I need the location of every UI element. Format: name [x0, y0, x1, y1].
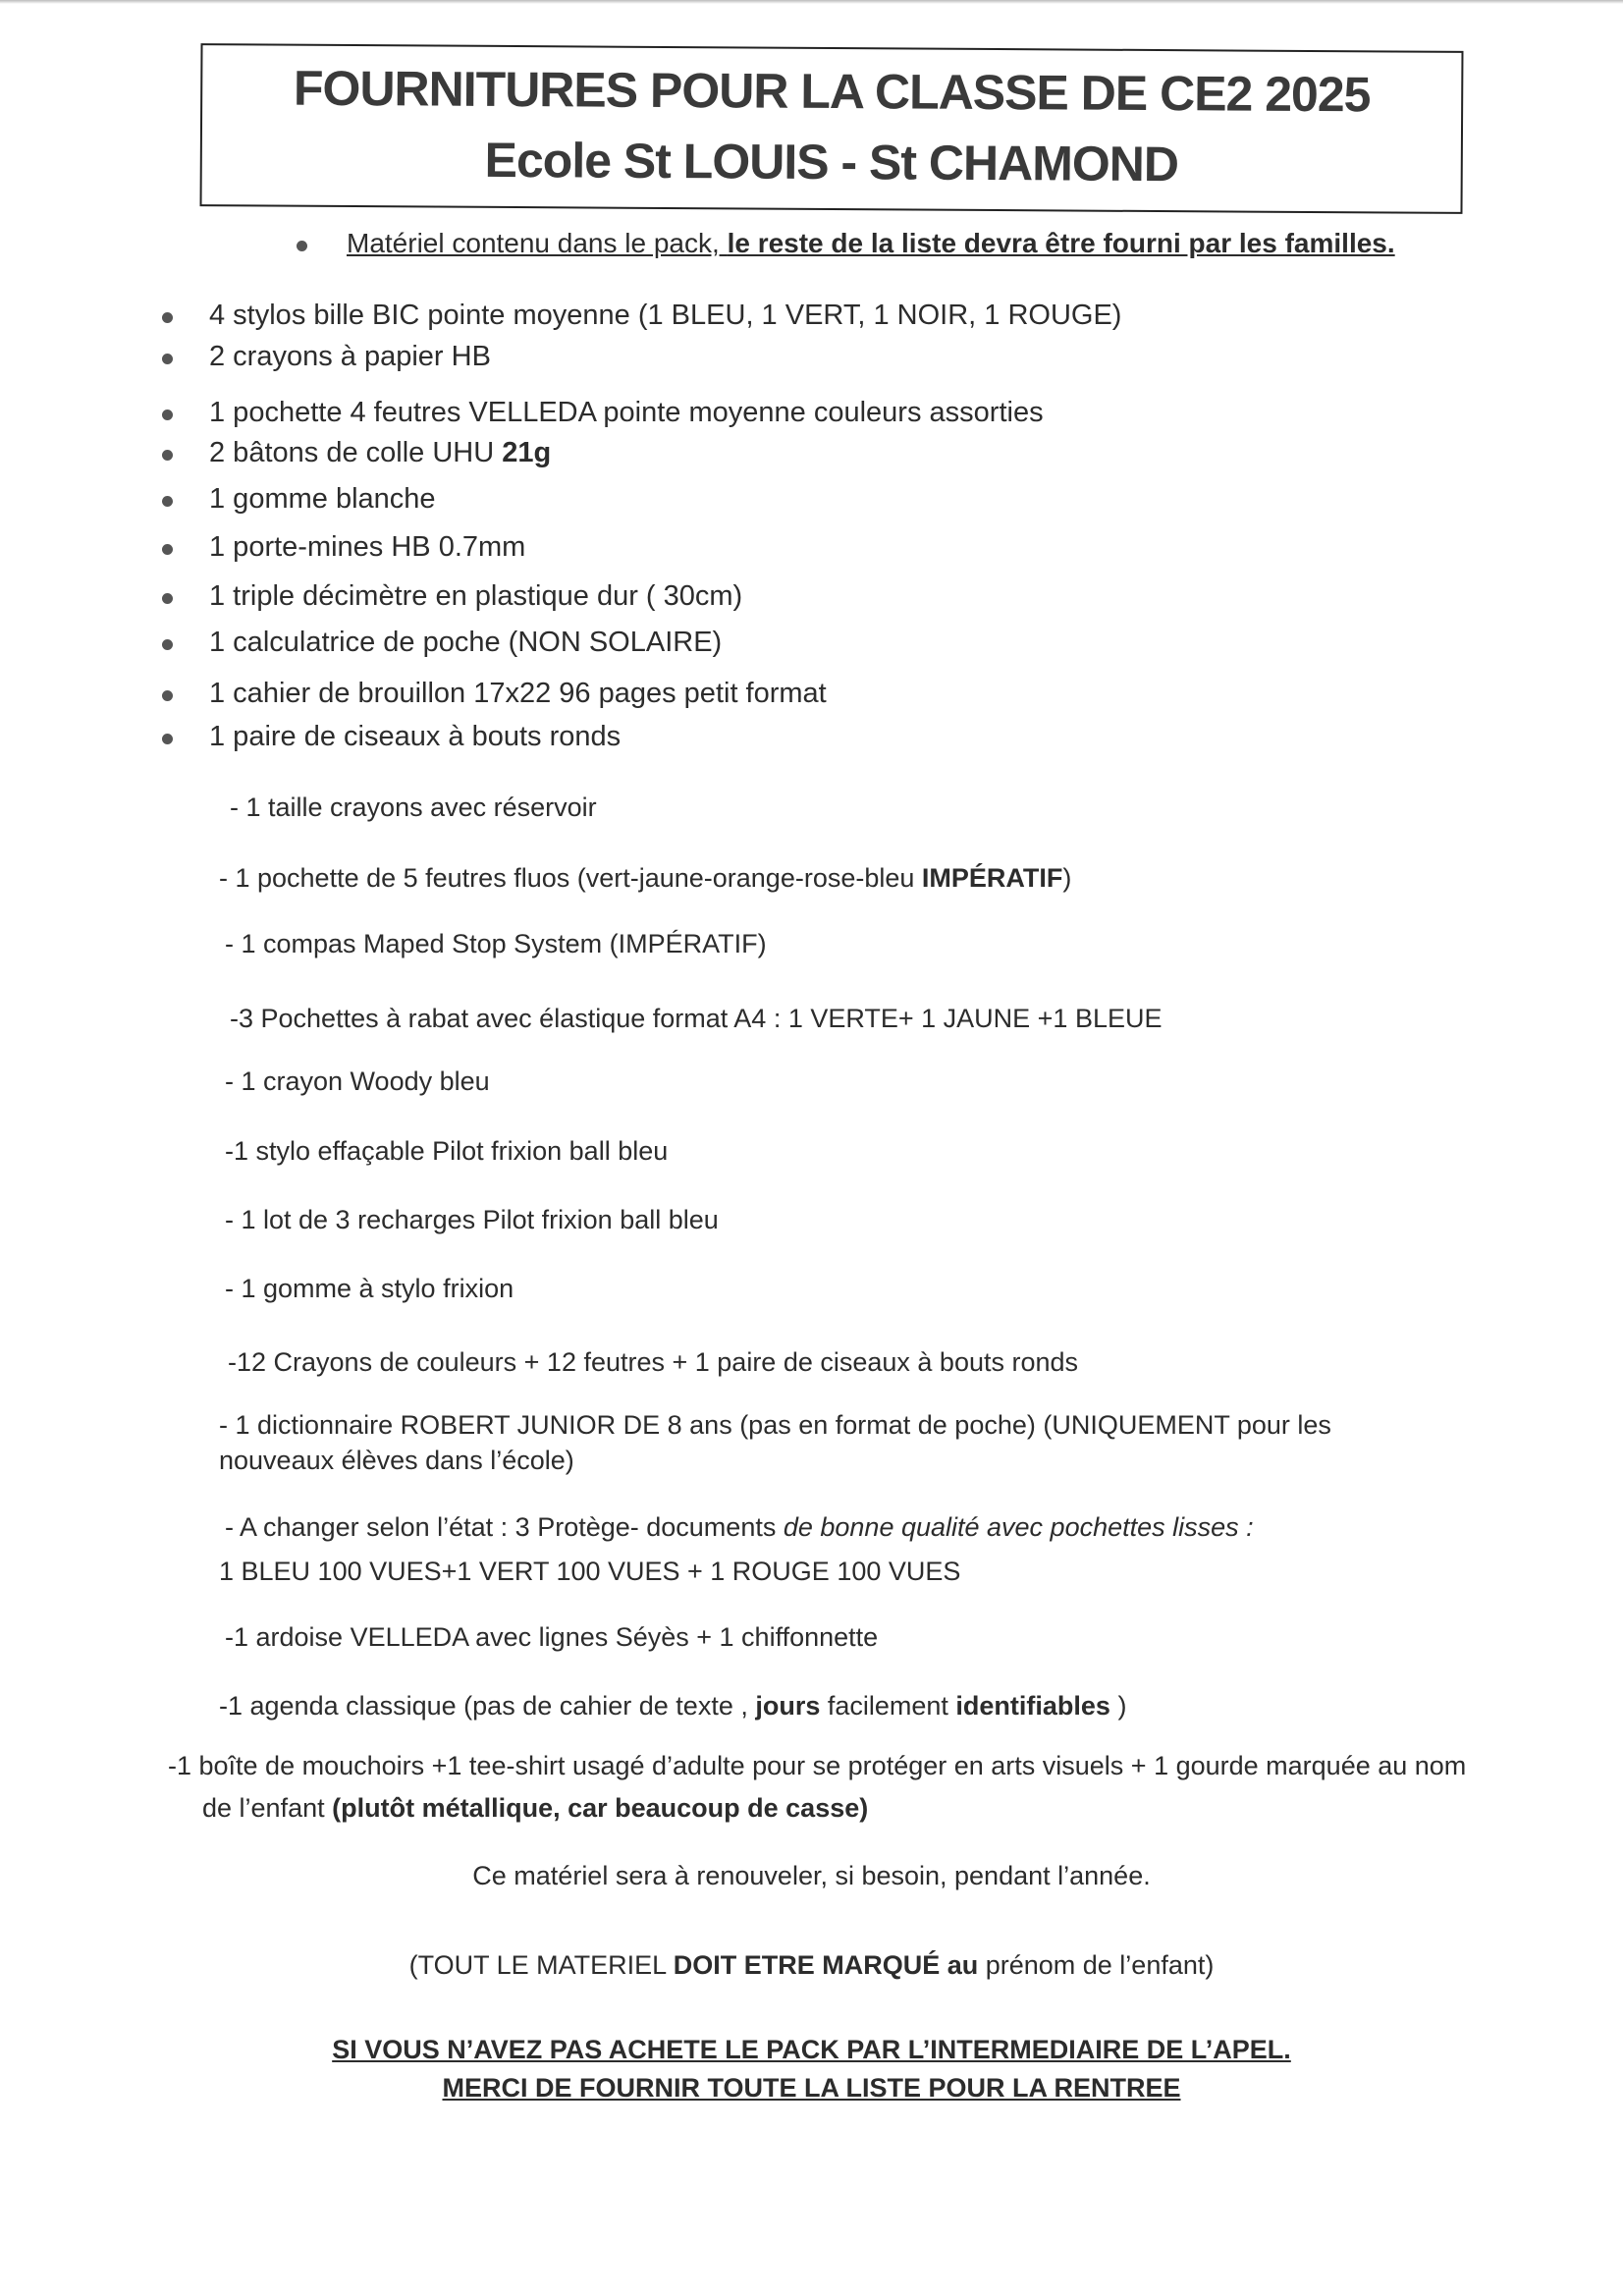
pack-item [209, 627, 722, 659]
text-segment: facilement [820, 1691, 956, 1721]
bullet-icon [162, 544, 173, 555]
text-segment: - 1 dictionnaire ROBERT JUNIOR DE 8 ans (pas en format de poche) (UNIQUEMENT pour les [219, 1410, 1331, 1440]
text-segment: (plutôt métallique, car beaucoup de casse) [332, 1793, 869, 1823]
family-item [219, 863, 1071, 894]
text-segment: Ce matériel sera à renouveler, si besoin, pendant l’année. [472, 1861, 1151, 1890]
text-segment: 2 crayons à papier HB [209, 341, 491, 372]
family-item [202, 1793, 868, 1824]
text-segment: le reste de la liste devra être fourni par les familles. [727, 228, 1395, 258]
family-item [219, 1446, 574, 1476]
text-segment: 4 stylos bille BIC pointe moyenne (1 BLEU, 1 VERT, 1 NOIR, 1 ROUGE) [209, 300, 1122, 331]
text-segment: 1 triple décimètre en plastique dur ( 30cm) [209, 580, 743, 612]
text-segment: - 1 pochette de 5 feutres fluos (vert-jaune-orange-rose-bleu [219, 863, 922, 893]
text-segment: - A changer selon l’état : 3 Protège- documents [225, 1512, 784, 1542]
family-item [225, 1274, 514, 1304]
family-item [228, 1347, 1078, 1378]
family-item [168, 1751, 1466, 1781]
text-segment: 1 paire de ciseaux à bouts ronds [209, 721, 622, 752]
family-item [219, 1691, 1126, 1722]
text-segment: Matériel contenu dans le pack, [347, 228, 728, 258]
text-segment: 1 cahier de brouillon 17x22 96 pages petit format [209, 678, 827, 709]
text-segment: -1 boîte de mouchoirs +1 tee-shirt usagé d’adulte pour se protéger en arts visuels + 1 gourde marquée au nom [168, 1751, 1467, 1780]
text-segment: - 1 lot de 3 recharges Pilot frixion ball bleu [225, 1205, 719, 1234]
pack-item [209, 397, 1044, 429]
bullet-icon [162, 734, 173, 744]
bullet-icon [162, 593, 173, 604]
text-segment: MERCI DE FOURNIR TOUTE LA LISTE POUR LA RENTREE [442, 2073, 1181, 2103]
document-title: FOURNITURES POUR LA CLASSE DE CE2 2025 [293, 60, 1371, 123]
footer-note [0, 1861, 1623, 1891]
text-segment: 2 bâtons de colle UHU [209, 437, 503, 468]
title-box [200, 43, 1464, 214]
bullet-icon [162, 312, 173, 323]
pack-note [347, 228, 1395, 259]
text-segment: nouveaux élèves dans l’école) [219, 1446, 574, 1475]
family-item [230, 793, 597, 823]
apel-notice [0, 2073, 1623, 2104]
school-name: Ecole St LOUIS - St CHAMOND [484, 132, 1179, 192]
text-segment: de bonne qualité avec pochettes lisses : [783, 1512, 1254, 1542]
text-segment: - 1 gomme à stylo frixion [225, 1274, 514, 1303]
text-segment: identifiables [955, 1691, 1110, 1721]
pack-item [209, 721, 621, 753]
bullet-icon [162, 690, 173, 701]
bullet-icon [162, 410, 173, 420]
apel-notice [0, 2035, 1623, 2065]
text-segment: - 1 crayon Woody bleu [225, 1066, 490, 1096]
text-segment: SI VOUS N’AVEZ PAS ACHETE LE PACK PAR L’INTERMEDIAIRE DE L’APEL. [332, 2035, 1291, 2064]
family-item [225, 929, 767, 959]
pack-item [209, 437, 551, 469]
text-segment: jours [755, 1691, 821, 1721]
scan-edge [0, 0, 1623, 4]
text-segment: 1 gomme blanche [209, 483, 436, 515]
text-segment: 1 pochette 4 feutres VELLEDA pointe moyenne couleurs assorties [209, 397, 1044, 428]
text-segment: 1 BLEU 100 VUES+1 VERT 100 VUES + 1 ROUGE 100 VUES [219, 1557, 961, 1586]
text-segment: prénom de l’enfant) [978, 1950, 1215, 1980]
family-item [225, 1066, 490, 1097]
bullet-icon [162, 450, 173, 461]
pack-item [209, 300, 1121, 332]
pack-item [209, 678, 827, 710]
text-segment: (TOUT LE MATERIEL [408, 1950, 674, 1980]
text-segment: -1 stylo effaçable Pilot frixion ball bleu [225, 1136, 669, 1166]
family-item [225, 1136, 668, 1167]
bullet-icon [162, 496, 173, 507]
pack-item [209, 483, 436, 516]
text-segment: -3 Pochettes à rabat avec élastique format A4 : 1 VERTE+ 1 JAUNE +1 BLEUE [230, 1004, 1163, 1033]
text-segment: - 1 taille crayons avec réservoir [230, 793, 597, 822]
family-item [225, 1512, 1254, 1543]
text-segment: -12 Crayons de couleurs + 12 feutres + 1 paire de ciseaux à bouts ronds [228, 1347, 1079, 1377]
text-segment: -1 agenda classique (pas de cahier de texte , [219, 1691, 756, 1721]
pack-item [209, 580, 742, 613]
text-segment: de l’enfant [202, 1793, 333, 1823]
family-item [219, 1410, 1331, 1441]
text-segment: - 1 compas Maped Stop System (IMPÉRATIF) [225, 929, 767, 958]
family-item [225, 1622, 878, 1653]
text-segment: -1 ardoise VELLEDA avec lignes Séyès + 1 chiffonnette [225, 1622, 879, 1652]
text-segment: DOIT ETRE MARQUÉ au [673, 1950, 979, 1980]
pack-item [209, 341, 491, 373]
bullet-icon [162, 354, 173, 364]
text-segment: 1 calculatrice de poche (NON SOLAIRE) [209, 627, 723, 658]
footer-note [0, 1950, 1623, 1981]
text-segment: 1 porte-mines HB 0.7mm [209, 531, 526, 563]
family-item [230, 1004, 1163, 1034]
text-segment: ) [1109, 1691, 1127, 1721]
text-segment: 21g [502, 437, 552, 468]
text-segment: IMPÉRATIF [921, 863, 1063, 893]
pack-item [209, 531, 525, 564]
bullet-icon [162, 639, 173, 650]
bullet-icon [297, 241, 307, 251]
family-item [219, 1557, 960, 1587]
text-segment: ) [1062, 863, 1072, 893]
family-item [225, 1205, 719, 1235]
